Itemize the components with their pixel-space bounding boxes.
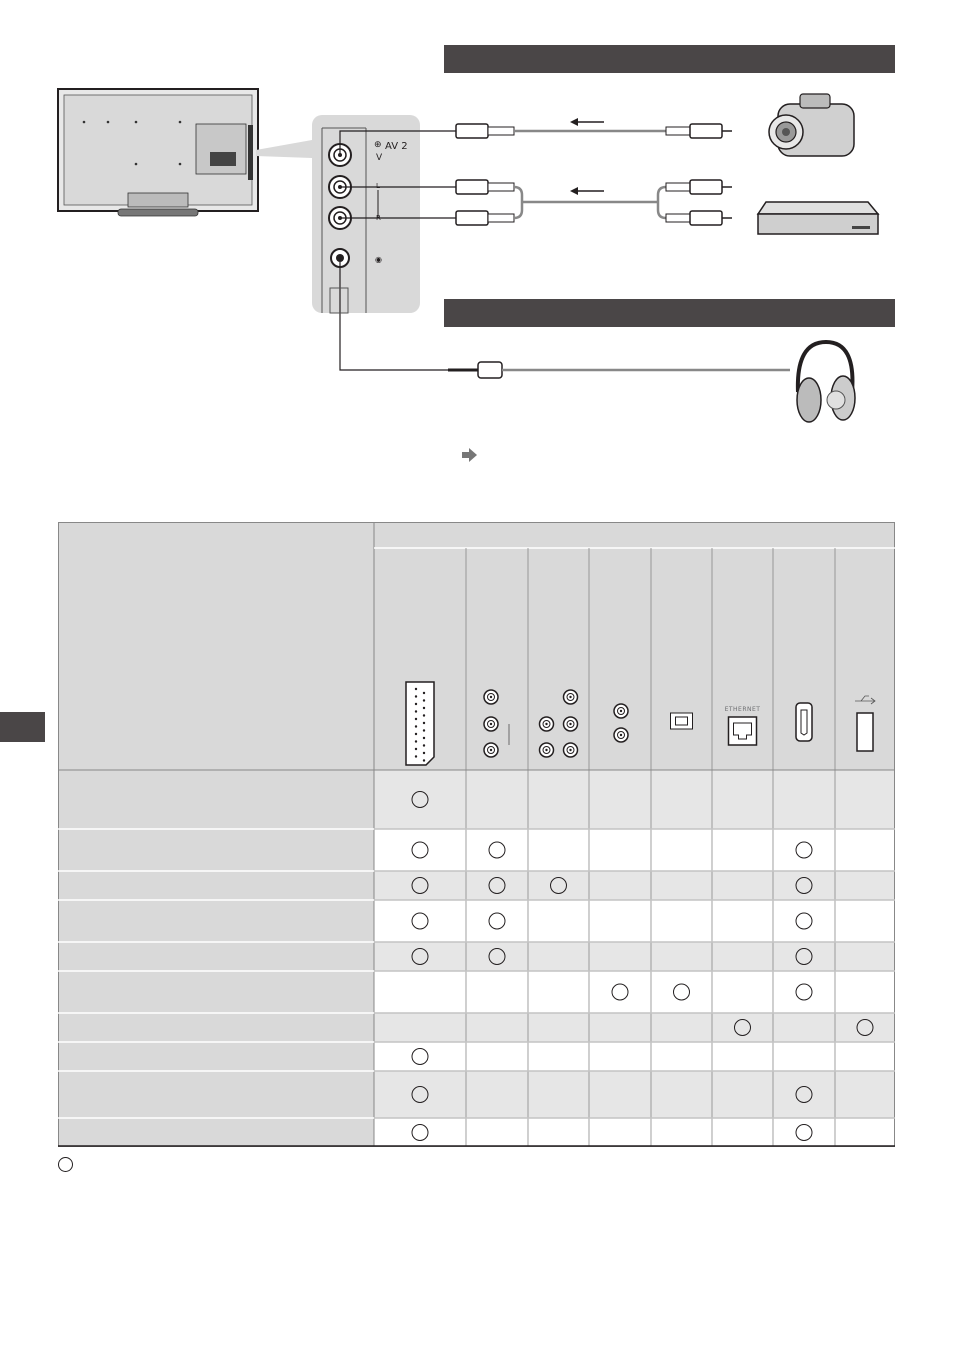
rca-jack-icon [484,743,498,757]
rca-jack-icon [564,690,578,704]
legend-circle-icon [58,1157,73,1172]
compatibility-mark [796,913,812,929]
av2-label: AV 2 [385,141,408,152]
video-label: V [376,153,383,163]
rca-jack-icon [540,717,554,731]
rca-jack-icon [484,717,498,731]
av2-input-icon: ⊕ [374,140,382,150]
table-row-shade [374,770,895,829]
hdmi-icon [796,703,812,741]
headphone-jack-label: ◉ [375,255,382,264]
compatibility-mark [612,984,628,1000]
compatibility-mark [489,842,505,858]
table-row-shade [374,1071,895,1118]
table-row-shade [374,1013,895,1042]
compatibility-mark [412,842,428,858]
compatibility-mark [412,1125,428,1141]
rca-jack-icon [614,704,628,718]
page-section-tab [0,712,45,742]
rca-jack-icon [484,690,498,704]
column-header-band [374,522,895,770]
compatibility-mark [796,842,812,858]
dvd-player-icon [758,202,878,234]
arrow-right-icon [462,448,477,462]
rca-jack-icon [614,728,628,742]
compatibility-mark [796,1125,812,1141]
compatibility-mark [674,984,690,1000]
table-row-shade [374,871,895,900]
connection-table [58,522,895,1147]
rca-jack-icon [564,743,578,757]
camcorder-icon [769,94,854,156]
audio-right-label: R [376,214,381,222]
table-row-shade [374,942,895,971]
row-header-column [58,522,374,1147]
rca-jack-icon [540,743,554,757]
ethernet-label: ETHERNET [724,706,761,713]
audio-left-label: L [376,182,380,190]
compatibility-mark [489,913,505,929]
compatibility-mark [412,913,428,929]
tv-back-illustration [58,89,258,216]
scart-icon [406,682,434,765]
optical-icon [671,713,693,729]
connection-diagram [0,0,953,500]
lan-icon [725,706,761,745]
compatibility-mark [796,984,812,1000]
rca-jack-icon [564,717,578,731]
headphones-icon [797,342,855,422]
compatibility-mark [412,1049,428,1065]
